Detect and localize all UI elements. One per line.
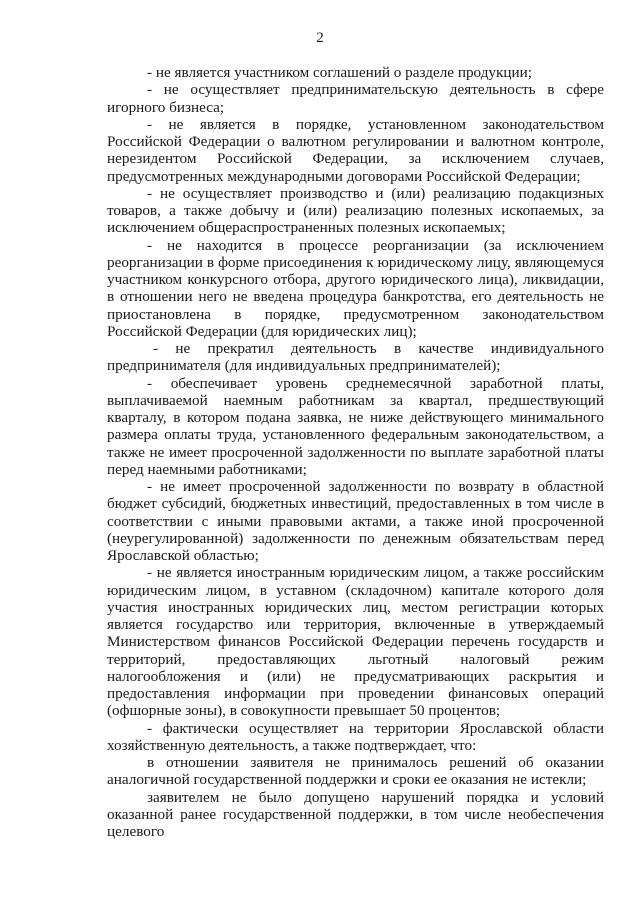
paragraph: - не прекратил деятельность в качестве индивидуального предпринимателя (для индивидуальных предпринимателей); bbox=[107, 340, 604, 375]
paragraph: - не находится в процессе реорганизации (за исключением реорганизации в форме присоединения к юридическому лицу, являющемуся участником конкурсного отбора, другого юридического лица), ликвидации, в отношении него не введена процедура банкротства, его деятельность не приостановлена в порядке, предусмотренном законодательством Российской Федерации (для юридических лиц); bbox=[107, 236, 604, 340]
paragraph: - не имеет просроченной задолженности по возврату в областной бюджет субсидий, бюджетных инвестиций, предоставленных в том числе в соответствии с иными правовыми актами, а также иной просроченной (неурегулированной) задолженности по денежным обязательствам перед Ярославской областью; bbox=[107, 478, 604, 564]
paragraph: - не является участником соглашений о разделе продукции; bbox=[147, 64, 532, 81]
paragraph: заявителем не было допущено нарушений порядка и условий оказанной ранее государственной поддержки, в том числе необеспечения целевого bbox=[107, 788, 604, 840]
document-body bbox=[107, 64, 604, 840]
page-number: 2 bbox=[316, 30, 324, 46]
paragraph: в отношении заявителя не принималось решений об оказании аналогичной государственной поддержки и сроки ее оказания не истекли; bbox=[107, 754, 604, 789]
paragraph: - не осуществляет предпринимательскую деятельность в сфере игорного бизнеса; bbox=[107, 81, 604, 116]
paragraph: - обеспечивает уровень среднемесячной заработной платы, выплачиваемой наемным работникам за квартал, предшествующий кварталу, в котором подана заявка, не ниже действующего минимального размера оплаты труда, установленного федеральным законодательством, а также не имеет просроченной задолженности по выплате заработной платы перед наемными работниками; bbox=[107, 374, 604, 478]
paragraph: - не осуществляет производство и (или) реализацию подакцизных товаров, а также добычу и (или) реализацию полезных ископаемых, за исключением общераспространенных полезных ископаемых; bbox=[107, 184, 604, 237]
paragraph: - не является иностранным юридическим лицом, а также российским юридическим лицом, в уставном (складочном) капитале которого доля участия иностранных юридических лиц, местом регистрации которых является государство или территория, включенные в утверждаемый Министерством финансов Российской Федерации перечень государств и территорий, предоставляющих льготный налоговый режим налогообложения и (или) не предусматривающих раскрытия и предоставления информации при проведении финансовых операций (офшорные зоны), в совокупности превышает 50 процентов; bbox=[107, 564, 604, 720]
paragraph: - фактически осуществляет на территории Ярославской области хозяйственную деятельность, а также подтверждает, что: bbox=[107, 719, 604, 754]
paragraph: - не является в порядке, установленном законодательством Российской Федерации о валютном регулировании и валютном контроле, нерезидентом Российской Федерации, за исключением случаев, предусмотренных международными договорами Российской Федерации; bbox=[107, 115, 604, 185]
